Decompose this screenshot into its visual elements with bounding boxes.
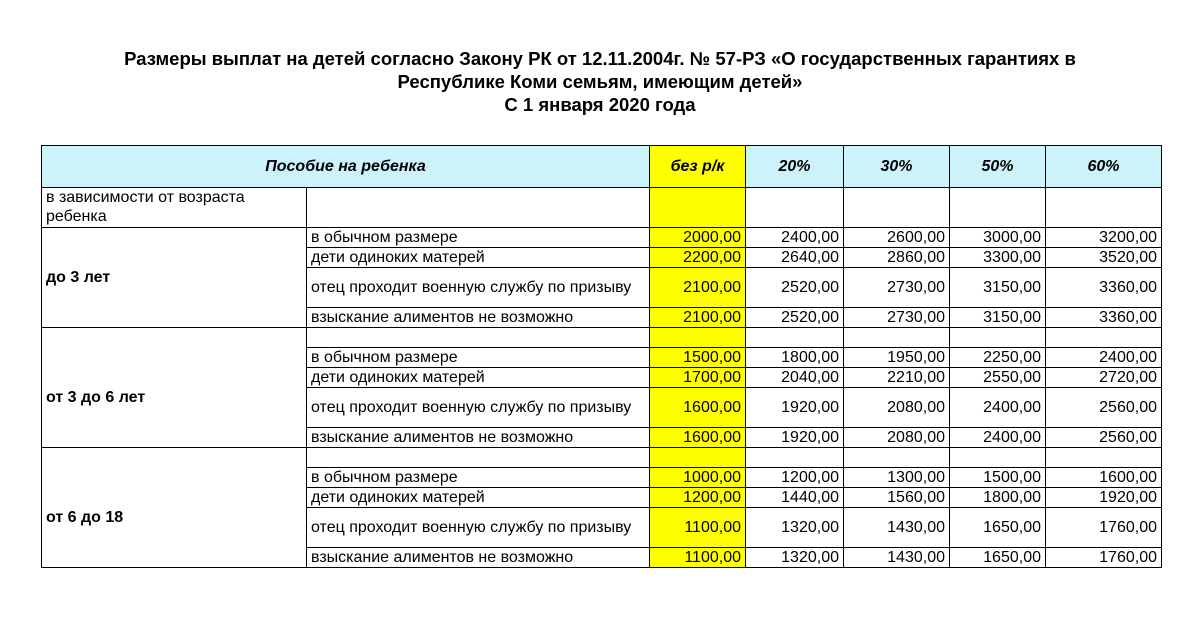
header-col-base: без р/к [650, 146, 746, 188]
benefits-table [41, 145, 1162, 568]
header-col-20: 20% [746, 146, 844, 188]
empty-cell [844, 448, 950, 468]
intro-row [42, 188, 1162, 228]
value-coef-20: 2040,00 [746, 368, 844, 388]
value-base: 1500,00 [650, 348, 746, 368]
value-coef-50: 2400,00 [950, 428, 1046, 448]
value-coef-30: 2730,00 [844, 308, 950, 328]
value-coef-50: 1800,00 [950, 488, 1046, 508]
empty-cell [844, 188, 950, 228]
value-coef-50: 3000,00 [950, 228, 1046, 248]
empty-cell [307, 328, 650, 348]
value-base: 1600,00 [650, 388, 746, 428]
value-base: 1100,00 [650, 508, 746, 548]
value-coef-30: 2860,00 [844, 248, 950, 268]
value-coef-30: 1430,00 [844, 508, 950, 548]
row-label: отец проходит военную службу по призыву [307, 268, 650, 308]
row-label: взыскание алиментов не возможно [307, 428, 650, 448]
empty-cell [650, 328, 746, 348]
empty-cell [746, 328, 844, 348]
value-coef-60: 3360,00 [1046, 268, 1162, 308]
value-coef-30: 1430,00 [844, 548, 950, 568]
empty-cell [650, 188, 746, 228]
value-coef-60: 1760,00 [1046, 548, 1162, 568]
value-coef-30: 2080,00 [844, 428, 950, 448]
empty-cell [307, 188, 650, 228]
value-coef-20: 1920,00 [746, 428, 844, 448]
empty-cell [746, 448, 844, 468]
row-label: дети одиноких матерей [307, 368, 650, 388]
document-title [0, 47, 1200, 116]
value-coef-60: 2560,00 [1046, 388, 1162, 428]
header-benefit: Пособие на ребенка [42, 146, 650, 188]
value-base: 1000,00 [650, 468, 746, 488]
spacer-row [42, 448, 1162, 468]
value-coef-60: 2400,00 [1046, 348, 1162, 368]
value-coef-50: 1650,00 [950, 548, 1046, 568]
value-coef-20: 2640,00 [746, 248, 844, 268]
value-coef-50: 2550,00 [950, 368, 1046, 388]
value-base: 1600,00 [650, 428, 746, 448]
age-group-label: до 3 лет [42, 228, 307, 328]
title-line-1: Размеры выплат на детей согласно Закону РК от 12.11.2004г. № 57-РЗ «О государственных гарантиях в [124, 48, 1076, 69]
intro-label: в зависимости от возраста ребенка [42, 188, 307, 228]
value-coef-30: 2600,00 [844, 228, 950, 248]
value-coef-30: 1300,00 [844, 468, 950, 488]
value-base: 2200,00 [650, 248, 746, 268]
value-coef-30: 1560,00 [844, 488, 950, 508]
value-coef-60: 3360,00 [1046, 308, 1162, 328]
row-label: взыскание алиментов не возможно [307, 308, 650, 328]
empty-cell [650, 448, 746, 468]
value-coef-60: 2560,00 [1046, 428, 1162, 448]
row-label: дети одиноких матерей [307, 248, 650, 268]
value-coef-20: 2520,00 [746, 308, 844, 328]
empty-cell [1046, 188, 1162, 228]
row-label: взыскание алиментов не возможно [307, 548, 650, 568]
empty-cell [950, 328, 1046, 348]
header-col-60: 60% [1046, 146, 1162, 188]
empty-cell [307, 448, 650, 468]
value-base: 2100,00 [650, 308, 746, 328]
table-row [42, 228, 1162, 248]
value-coef-60: 1600,00 [1046, 468, 1162, 488]
empty-cell [1046, 448, 1162, 468]
empty-cell [950, 448, 1046, 468]
value-coef-60: 2720,00 [1046, 368, 1162, 388]
value-coef-60: 3200,00 [1046, 228, 1162, 248]
value-coef-50: 3150,00 [950, 308, 1046, 328]
value-base: 1700,00 [650, 368, 746, 388]
value-coef-20: 2400,00 [746, 228, 844, 248]
spacer-row [42, 328, 1162, 348]
value-coef-60: 1760,00 [1046, 508, 1162, 548]
value-coef-50: 1500,00 [950, 468, 1046, 488]
row-label: дети одиноких матерей [307, 488, 650, 508]
value-coef-20: 1200,00 [746, 468, 844, 488]
value-coef-50: 2400,00 [950, 388, 1046, 428]
value-base: 1100,00 [650, 548, 746, 568]
row-label: отец проходит военную службу по призыву [307, 508, 650, 548]
value-coef-60: 3520,00 [1046, 248, 1162, 268]
empty-cell [746, 188, 844, 228]
row-label: в обычном размере [307, 348, 650, 368]
value-coef-30: 1950,00 [844, 348, 950, 368]
value-coef-50: 3300,00 [950, 248, 1046, 268]
empty-cell [1046, 328, 1162, 348]
header-row [42, 146, 1162, 188]
value-coef-20: 1320,00 [746, 548, 844, 568]
value-coef-50: 1650,00 [950, 508, 1046, 548]
header-col-50: 50% [950, 146, 1046, 188]
value-base: 1200,00 [650, 488, 746, 508]
value-coef-20: 1440,00 [746, 488, 844, 508]
age-group-label: от 6 до 18 [42, 448, 307, 568]
value-base: 2000,00 [650, 228, 746, 248]
value-coef-30: 2730,00 [844, 268, 950, 308]
header-col-30: 30% [844, 146, 950, 188]
row-label: в обычном размере [307, 468, 650, 488]
value-coef-20: 2520,00 [746, 268, 844, 308]
title-line-2: Республике Коми семьям, имеющим детей» [397, 71, 803, 92]
title-line-3: С 1 января 2020 года [504, 94, 696, 115]
value-base: 2100,00 [650, 268, 746, 308]
value-coef-50: 3150,00 [950, 268, 1046, 308]
age-group-label: от 3 до 6 лет [42, 328, 307, 448]
empty-cell [950, 188, 1046, 228]
value-coef-30: 2080,00 [844, 388, 950, 428]
value-coef-30: 2210,00 [844, 368, 950, 388]
value-coef-20: 1920,00 [746, 388, 844, 428]
value-coef-50: 2250,00 [950, 348, 1046, 368]
value-coef-60: 1920,00 [1046, 488, 1162, 508]
value-coef-20: 1800,00 [746, 348, 844, 368]
empty-cell [844, 328, 950, 348]
row-label: отец проходит военную службу по призыву [307, 388, 650, 428]
row-label: в обычном размере [307, 228, 650, 248]
value-coef-20: 1320,00 [746, 508, 844, 548]
